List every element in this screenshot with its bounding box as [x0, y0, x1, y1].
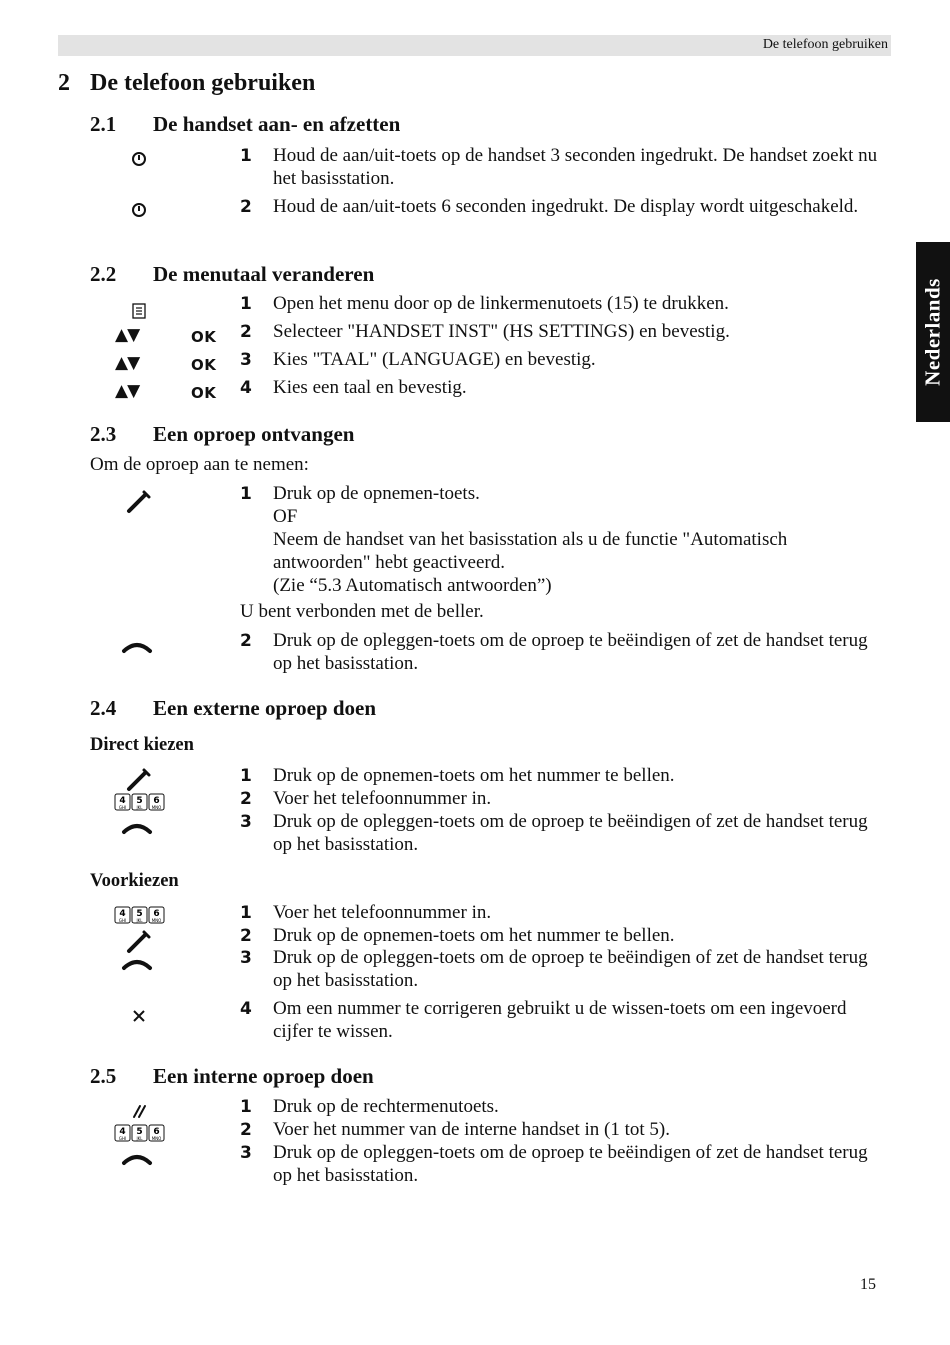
language-tab	[916, 242, 950, 422]
section-2-1-number: 2.1	[90, 112, 117, 136]
keypad-digit: 6	[153, 909, 160, 919]
section-2-1-title: De handset aan- en afzetten	[153, 112, 401, 136]
on-hook-icon	[121, 640, 153, 654]
predial-heading: Voorkiezen	[90, 871, 179, 891]
step-number: 2	[240, 322, 252, 342]
intercom-key-icon	[130, 1103, 148, 1119]
off-hook-icon	[124, 929, 152, 955]
step-number: 2	[240, 1120, 252, 1140]
step-number: 1	[240, 1097, 252, 1117]
ok-key-icon: OK	[191, 328, 217, 346]
running-header	[58, 35, 891, 56]
step-text: Kies een taal en bevestig.	[273, 377, 467, 398]
section-2-5-title: Een interne oproep doen	[153, 1064, 374, 1088]
page-number: 15	[860, 1276, 876, 1293]
keypad-icon	[114, 906, 166, 924]
up-down-arrows-icon: ▲▼	[115, 325, 140, 345]
step-text: Druk op de opleggen-toets om de oproep te beëindigen of zet de handset terug op het basisstation.	[273, 1142, 868, 1186]
step-text	[273, 482, 888, 597]
off-hook-icon	[124, 767, 152, 793]
keypad-digit: 4	[119, 909, 126, 919]
step-text: Druk op de opleggen-toets om de oproep te beëindigen of zet de handset terug op het basisstation.	[273, 947, 868, 991]
keypad-digit: 4	[119, 796, 126, 806]
section-2-3-number: 2.3	[90, 422, 117, 446]
step-number: 1	[240, 294, 252, 314]
off-hook-icon	[124, 489, 152, 515]
step-text: Druk op de opleggen-toets om de oproep te beëindigen of zet de handset terug op het basisstation.	[273, 630, 868, 674]
keypad-letters: GHI	[118, 805, 127, 810]
section-2-5-number: 2.5	[90, 1064, 117, 1088]
power-icon	[131, 151, 147, 167]
keypad-icon	[114, 1124, 166, 1142]
step-line: Druk op de opnemen-toets.	[273, 483, 480, 504]
up-down-arrows-icon: ▲▼	[115, 353, 140, 373]
keypad-letters: JKL	[136, 1136, 143, 1141]
keypad-digit: 6	[153, 1127, 160, 1137]
keypad-digit: 5	[136, 1127, 143, 1137]
step-text: Kies "TAAL" (LANGUAGE) en bevestig.	[273, 349, 596, 370]
connected-note: U bent verbonden met de beller.	[240, 601, 484, 622]
step-number: 3	[240, 350, 252, 370]
keypad-digit: 4	[119, 1127, 126, 1137]
keypad-letters: MNO	[151, 1136, 162, 1141]
up-down-arrows-icon: ▲▼	[115, 381, 140, 401]
step-line: Neem de handset van het basisstation als u de functie "Automatisch antwoorden" hebt geactiveerd.	[273, 529, 788, 573]
ok-key-icon: OK	[191, 356, 217, 374]
step-text: Voer het nummer van de interne handset in (1 tot 5).	[273, 1119, 670, 1140]
step-text: Voer het telefoonnummer in.	[273, 788, 492, 809]
keypad-digit: 5	[136, 796, 143, 806]
section-2-2-number: 2.2	[90, 262, 117, 286]
clear-key-icon	[132, 1009, 146, 1023]
step-text: Voer het telefoonnummer in.	[273, 902, 492, 923]
keypad-icon	[114, 793, 166, 811]
step-text: Houd de aan/uit-toets 6 seconden ingedrukt. De display wordt uitgeschakeld.	[273, 196, 859, 217]
keypad-letters: JKL	[136, 918, 143, 923]
step-number: 4	[240, 378, 252, 398]
ok-key-icon: OK	[191, 384, 217, 402]
step-number: 2	[240, 197, 252, 217]
on-hook-icon	[121, 957, 153, 971]
step-number: 1	[240, 484, 252, 504]
step-text: Druk op de opnemen-toets om het nummer te bellen.	[273, 765, 675, 786]
keypad-letters: GHI	[118, 918, 127, 923]
keypad-letters: MNO	[151, 918, 162, 923]
step-number: 4	[240, 999, 252, 1019]
step-text: Selecteer "HANDSET INST" (HS SETTINGS) en bevestig.	[273, 321, 730, 342]
language-tab-label: Nederlands	[920, 278, 945, 386]
direct-dial-heading: Direct kiezen	[90, 735, 194, 755]
chapter-number: 2	[58, 70, 70, 96]
on-hook-icon	[121, 821, 153, 835]
step-line: (Zie “5.3 Automatisch antwoorden”)	[273, 575, 552, 596]
step-line: OF	[273, 506, 298, 527]
running-title: De telefoon gebruiken	[762, 37, 888, 52]
step-number: 2	[240, 631, 252, 651]
step-text: Om een nummer te corrigeren gebruikt u de wissen-toets om een ingevoerd cijfer te wissen.	[273, 998, 847, 1042]
keypad-letters: JKL	[136, 805, 143, 810]
step-text: Open het menu door op de linkermenutoets (15) te drukken.	[273, 293, 729, 314]
power-icon	[131, 202, 147, 218]
keypad-digit: 5	[136, 909, 143, 919]
section-2-3-intro: Om de oproep aan te nemen:	[90, 454, 309, 475]
step-number: 3	[240, 1143, 252, 1163]
on-hook-icon	[121, 1152, 153, 1166]
step-number: 1	[240, 146, 252, 166]
section-2-4-number: 2.4	[90, 696, 117, 720]
keypad-digit: 6	[153, 796, 160, 806]
menu-key-icon	[132, 303, 146, 319]
keypad-letters: GHI	[118, 1136, 127, 1141]
step-number: 2	[240, 926, 252, 946]
step-text: Druk op de opleggen-toets om de oproep te beëindigen of zet de handset terug op het basisstation.	[273, 811, 868, 855]
section-2-4-title: Een externe oproep doen	[153, 696, 377, 720]
step-text: Druk op de rechtermenutoets.	[273, 1096, 499, 1117]
step-number: 1	[240, 766, 252, 786]
keypad-letters: MNO	[151, 805, 162, 810]
step-number: 1	[240, 903, 252, 923]
step-text: Druk op de opnemen-toets om het nummer te bellen.	[273, 925, 675, 946]
step-number: 3	[240, 812, 252, 832]
section-2-3-title: Een oproep ontvangen	[153, 422, 355, 446]
chapter-title: De telefoon gebruiken	[90, 70, 316, 96]
step-number: 3	[240, 948, 252, 968]
section-2-2-title: De menutaal veranderen	[153, 262, 375, 286]
step-text: Houd de aan/uit-toets op de handset 3 seconden ingedrukt. De handset zoekt nu het basisstation.	[273, 145, 878, 189]
step-number: 2	[240, 789, 252, 809]
